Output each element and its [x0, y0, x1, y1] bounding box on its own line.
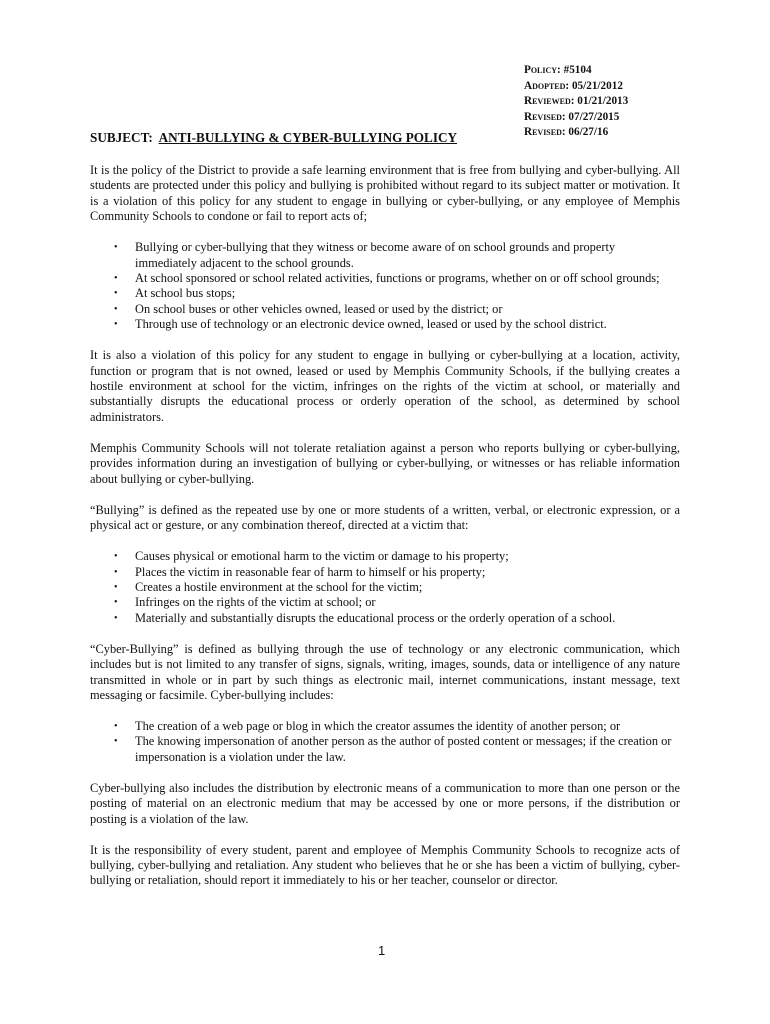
bullet-icon: •	[114, 736, 118, 748]
offsite-paragraph: It is also a violation of this policy for any student to engage in bullying or cyber-bullying at a location, activity, function or program that is not owned, leased or used by Memphis Community Schools, if the bullying creates a hostile environment at school for the victim, infringes on the rights of the victim at school, or materially and substantially disrupts the educational process or orderly operation of the school, as determined by school administrators.	[90, 348, 680, 424]
list-item: • Causes physical or emotional harm to the victim or damage to his property;	[114, 549, 509, 564]
list-item: • The creation of a web page or blog in which the creator assumes the identity of another person; or	[114, 718, 621, 733]
bullet-icon: •	[114, 273, 118, 285]
retaliation-paragraph: Memphis Community Schools will not tolerate retaliation against a person who reports bullying or cyber-bullying, provides information during an investigation of bullying or cyber-bullying, or witnesses or has reliable information about bullying or cyber-bullying.	[90, 440, 680, 486]
list-item: • Creates a hostile environment at the school for the victim;	[114, 579, 423, 594]
bullet-icon: •	[114, 319, 118, 331]
list-item: • Bullying or cyber-bullying that they witness or become aware of on school grounds and property immediately adjacent to the school grounds.	[114, 240, 616, 270]
list-item: • Through use of technology or an electronic device owned, leased or used by the school district.	[114, 317, 607, 332]
intro-paragraph: It is the policy of the District to provide a safe learning environment that is free from bullying and cyber-bullying. All students are protected under this policy and bullying is prohibited without regard to its subject matter or motivation. It is a violation of this policy for any student to engage in bullying or cyber-bullying, or any employee of Memphis Community Schools to condone or fail to report acts of;	[90, 163, 680, 224]
bullying-definition-paragraph: “Bullying” is defined as the repeated use by one or more students of a written, verbal, or electronic expression, or a physical act or gesture, or any combination thereof, directed at a victim that:	[90, 502, 680, 533]
bullet-icon: •	[114, 566, 118, 578]
adopted-label: Adopted:	[524, 79, 570, 92]
bullet-icon: •	[114, 303, 118, 315]
revised-label: Revised:	[524, 126, 566, 139]
bullet-icon: •	[114, 242, 118, 254]
cyber-bullying-includes-list	[90, 719, 680, 765]
list-item: • Infringes on the rights of the victim at school; or	[114, 595, 376, 610]
list-item: • On school buses or other vehicles owned, leased or used by the district; or	[114, 301, 503, 316]
subject-label: SUBJECT:	[90, 130, 153, 145]
revised-line-2	[524, 125, 628, 141]
policy-number: #5104	[563, 64, 592, 76]
bullet-icon: •	[114, 597, 118, 609]
revised-date: 06/27/16	[568, 126, 609, 139]
revised-line-1	[524, 110, 628, 126]
bullet-icon: •	[114, 581, 118, 593]
policy-metadata	[524, 63, 628, 141]
list-item: • Places the victim in reasonable fear of harm to himself or his property;	[114, 564, 486, 579]
bullet-icon: •	[114, 612, 118, 624]
policy-body	[90, 163, 680, 904]
reviewed-line	[524, 94, 628, 110]
revised-label: Revised:	[524, 110, 566, 123]
policy-label: Policy:	[524, 64, 561, 76]
policy-number-line	[524, 63, 628, 79]
list-item: • The knowing impersonation of another person as the author of posted content or messages; if the creation or impersonation is a violation under the law.	[114, 734, 672, 764]
adopted-date: 05/21/2012	[571, 79, 623, 92]
bullet-icon: •	[114, 720, 118, 732]
list-item: • At school sponsored or school related activities, functions or programs, whether on or off school grounds;	[114, 271, 660, 286]
responsibility-paragraph: It is the responsibility of every student, parent and employee of Memphis Community Schools to recognize acts of bullying, cyber-bullying and retaliation. Any student who believes that he or she has been a victim of bullying, cyber-bullying or retaliation, should report it immediately to his or her teacher, counselor or director.	[90, 842, 680, 888]
reviewed-label: Reviewed:	[524, 95, 575, 108]
reviewed-date: 01/21/2013	[577, 95, 629, 108]
cyber-bullying-definition-paragraph: “Cyber-Bullying” is defined as bullying through the use of technology or any electronic communication, which includes but is not limited to any transfer of signs, signals, writing, images, sounds, data or intelligence of any nature transmitted in whole or in part by such things as electronic mail, internet communications, instant message, text messaging or facsimile. Cyber-bullying includes:	[90, 641, 680, 702]
bullying-effects-list	[90, 549, 680, 626]
locations-list	[90, 240, 680, 332]
adopted-line	[524, 79, 628, 95]
distribution-paragraph: Cyber-bullying also includes the distribution by electronic means of a communication to more than one person or the posting of material on an electronic medium that may be accessed by one or more persons, if the distribution or posting is a violation of the law.	[90, 780, 680, 826]
bullet-icon: •	[114, 288, 118, 300]
subject-title: ANTI-BULLYING & CYBER-BULLYING POLICY	[158, 130, 458, 145]
bullet-icon: •	[114, 551, 118, 563]
subject-heading	[90, 130, 457, 146]
revised-date: 07/27/2015	[568, 110, 620, 123]
list-item: • Materially and substantially disrupts the educational process or the orderly operation of a school.	[114, 610, 616, 625]
page-number: 1	[378, 943, 386, 958]
list-item: • At school bus stops;	[114, 286, 236, 301]
